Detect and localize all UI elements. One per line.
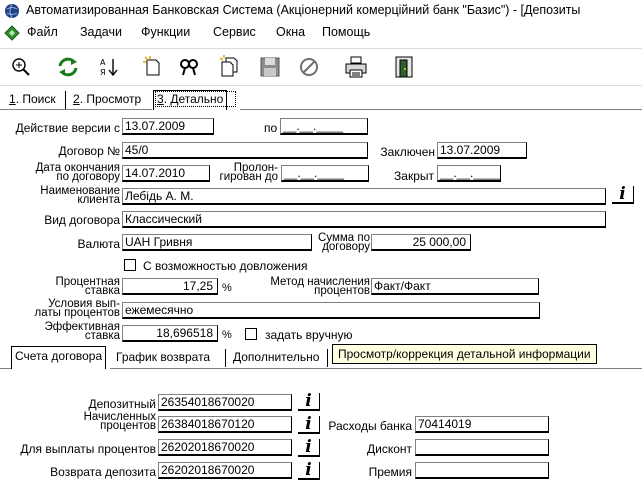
interest-rate-field[interactable]: 17,25 [122,278,218,295]
bank-expenses-label: Расходы банка [328,419,412,433]
tooltip: Просмотр/коррекция детальной информации [332,344,597,364]
eff-rate-label-line1: Эффективная [44,321,120,333]
deposit-account-label: Депозитный [88,397,156,411]
version-to-label: по [264,121,278,135]
concluded-field[interactable]: 13.07.2009 [437,142,527,159]
method-label-line1: Метод начисления [270,276,370,288]
menu-windows[interactable]: Окна [276,25,306,39]
accrued-account-info-button[interactable]: i [298,416,320,434]
prolonged-label-line1: Пролон- [233,162,278,174]
subtab-schedule[interactable]: График возврата [116,350,211,364]
premium-field[interactable] [415,462,549,479]
save-icon[interactable] [257,54,283,80]
contract-no-label: Договор № [58,144,120,158]
topup-checkbox-label: С возможностью довложения [143,259,308,273]
subtab-divider [225,349,226,367]
sum-label-line1: Сумма по [318,232,370,244]
window-title: Автоматизированная Банковская Система (Акціонерний комерційний банк "Базис") - [Депозиты [26,3,581,17]
subtab-baseline [0,368,11,369]
premium-label: Премия [368,465,412,479]
terms-label-line2: латы процентов [34,307,120,319]
svg-text:A: A [100,58,106,67]
method-label-line2: процентов [314,285,370,297]
return-account-field[interactable]: 26202018670020 [158,462,292,479]
subtab-additional[interactable]: Дополнительно [233,350,320,364]
rate-label-line2: ставка [84,285,120,297]
terms-field[interactable]: ежемесячно [122,302,540,319]
client-label-line2: клиента [77,194,120,206]
menu-tasks[interactable]: Задачи [80,25,122,39]
tab-detail[interactable]: 3. Детально [153,90,227,110]
new-document-icon[interactable] [140,54,166,80]
payout-account-info-button[interactable]: i [298,439,320,457]
accrued-label-line2: процентов [100,420,156,432]
contract-no-field[interactable]: 45/0 [122,142,368,159]
currency-field[interactable]: UAH Гривня [122,234,312,251]
end-date-label-line1: Дата окончания [35,162,120,174]
cancel-icon[interactable] [296,54,322,80]
prolonged-field[interactable]: __.__.____ [281,165,369,182]
zoom-icon[interactable] [8,54,34,80]
manual-checkbox[interactable] [245,328,257,340]
currency-label: Валюта [77,237,120,251]
deposit-account-info-button[interactable]: i [298,393,320,411]
app-globe-icon [4,3,20,19]
client-name-field[interactable]: Лебідь А. М. [122,188,606,205]
toolbar-separator [380,54,381,80]
prolonged-label-line2: гирован до [219,171,278,183]
version-to-field[interactable]: __.__.____ [280,118,368,135]
discount-label: Дисконт [366,442,412,456]
menu-help[interactable]: Помощь [322,25,371,39]
effective-rate-unit: % [222,329,232,341]
rate-label-line1: Процентная [55,276,120,288]
refresh-icon[interactable] [55,54,81,80]
exit-icon[interactable] [391,54,417,80]
effective-rate-field[interactable]: 18,696518 [122,325,218,342]
toolbar-separator [132,54,133,80]
sort-icon[interactable] [95,54,121,80]
menu-file[interactable]: Файл [27,25,58,39]
topup-checkbox[interactable] [124,259,136,271]
version-from-label: Действие версии с [15,121,120,135]
menu-functions[interactable]: Функции [141,25,191,39]
subtab-divider [327,349,328,367]
version-from-field[interactable]: 13.07.2009 [122,118,214,135]
closed-label: Закрыт [394,169,434,183]
terms-label-line1: Условия вып- [48,298,120,310]
discount-field[interactable] [415,439,549,456]
toolbar-separator [333,54,334,80]
accrued-label-line1: Начисленных [83,411,156,423]
contract-type-label: Вид договора [44,213,120,227]
tab-baseline [240,109,642,110]
method-field[interactable]: Факт/Факт [371,278,539,295]
tab-view[interactable]: 2. Просмотр [73,92,142,106]
payout-account-field[interactable]: 26202018670020 [158,439,292,456]
menu-service[interactable]: Сервис [213,25,256,39]
return-account-label: Возврата депозита [50,465,156,479]
client-info-button[interactable]: i [612,186,634,204]
subtab-baseline [110,368,642,369]
return-account-info-button[interactable]: i [298,462,320,480]
accrued-account-field[interactable]: 26384018670120 [158,416,292,433]
sum-field[interactable]: 25 000,00 [371,234,471,251]
interest-rate-unit: % [222,282,232,294]
tab-baseline [0,109,152,110]
contract-type-field[interactable]: Классический [122,211,606,228]
find-icon[interactable] [176,54,202,80]
copy-document-icon[interactable] [217,54,243,80]
closed-field[interactable]: __.__.____ [437,165,501,182]
svg-text:Я: Я [100,68,106,77]
end-date-label-line2: по договору [56,171,120,183]
print-icon[interactable] [343,54,369,80]
end-date-field[interactable]: 14.07.2010 [122,165,210,182]
manual-checkbox-label: задать вручную [265,328,353,342]
toolbar-separator [44,54,45,80]
app-diamond-icon [4,25,20,41]
eff-rate-label-line2: ставка [84,330,120,342]
concluded-label: Заключен [380,145,435,159]
tab-focus-rect [155,91,236,107]
client-label-line1: Наименование [40,185,120,197]
deposit-account-field[interactable]: 26354018670020 [158,394,292,411]
tab-divider [65,91,66,109]
sum-label-line2: договору [322,241,370,253]
bank-expenses-field[interactable]: 70414019 [415,416,549,433]
tab-search[interactable]: 1. Поиск [9,92,56,106]
subtab-accounts[interactable]: Счета договора [11,346,106,369]
payout-account-label: Для выплаты процентов [20,442,156,456]
title-bar [0,0,642,22]
